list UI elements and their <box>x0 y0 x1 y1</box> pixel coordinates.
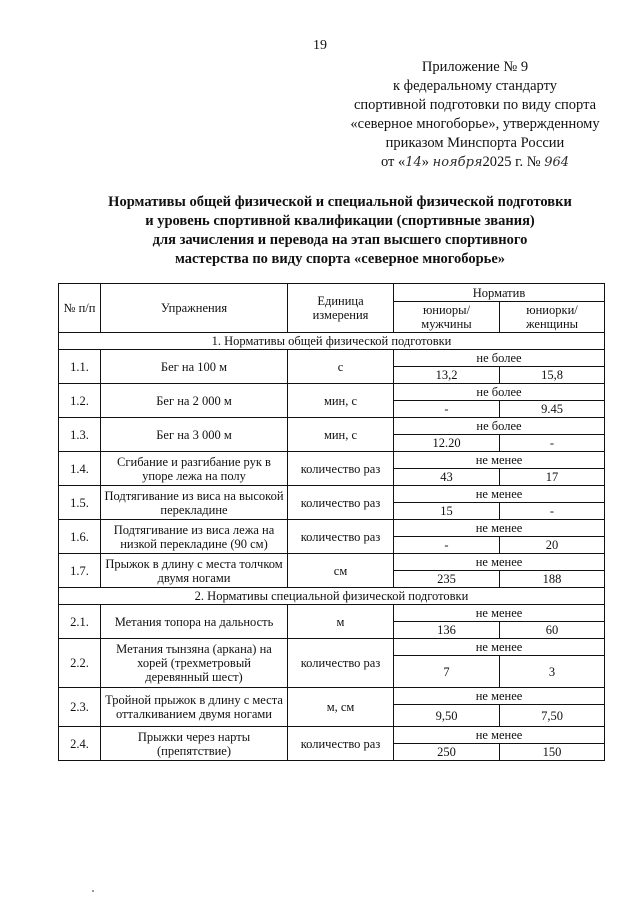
table-row <box>59 350 605 367</box>
row-exercise: Бег на 2 000 м <box>101 384 288 418</box>
date-prefix: от « <box>380 154 406 170</box>
section-title: 1. Нормативы общей физической подготовки <box>59 333 605 350</box>
handwritten-day: 14 <box>405 155 422 170</box>
handwritten-order-number: 964 <box>544 155 570 170</box>
table-row <box>59 486 605 503</box>
row-exercise: Прыжок в длину с места толчком двумя ногами <box>101 554 288 588</box>
value-male: - <box>394 537 500 554</box>
row-number: 1.1. <box>59 350 101 384</box>
date-mid: » <box>421 154 430 170</box>
appendix-line-3: спортивной подготовки по виду спорта <box>353 97 597 113</box>
row-exercise: Метания тынзяна (аркана) на хорей (трехметровый деревянный шест) <box>101 639 288 688</box>
table-row <box>59 520 605 537</box>
value-male: - <box>394 401 500 418</box>
order-date-line <box>330 153 620 172</box>
row-unit: мин, с <box>288 384 394 418</box>
value-female: 60 <box>500 622 605 639</box>
row-number: 2.2. <box>59 639 101 688</box>
row-condition: не более <box>394 384 605 401</box>
row-exercise: Бег на 100 м <box>101 350 288 384</box>
table-row <box>59 688 605 705</box>
value-female: 7,50 <box>500 705 605 727</box>
row-condition: не более <box>394 350 605 367</box>
row-condition: не менее <box>394 727 605 744</box>
row-unit: количество раз <box>288 639 394 688</box>
header-unit: Единица измерения <box>288 284 394 333</box>
row-unit: мин, с <box>288 418 394 452</box>
row-condition: не менее <box>394 688 605 705</box>
document-title <box>60 193 620 269</box>
row-exercise: Метания топора на дальность <box>101 605 288 639</box>
row-unit: количество раз <box>288 486 394 520</box>
section-title-row <box>59 333 605 350</box>
row-unit: количество раз <box>288 520 394 554</box>
row-exercise: Подтягивание из виса лежа на низкой перекладине (90 см) <box>101 520 288 554</box>
appendix-line-2: к федеральному стандарту <box>393 78 557 94</box>
row-unit: м <box>288 605 394 639</box>
value-male: 43 <box>394 469 500 486</box>
appendix-line-5: приказом Минспорта России <box>385 135 565 151</box>
row-condition: не менее <box>394 554 605 571</box>
row-number: 1.4. <box>59 452 101 486</box>
row-number: 1.3. <box>59 418 101 452</box>
title-line-3: для зачисления и перевода на этап высшего спортивного <box>152 232 528 248</box>
table-row <box>59 418 605 435</box>
year-text: 2025 г. № <box>482 154 541 170</box>
value-male: 7 <box>394 656 500 688</box>
row-condition: не менее <box>394 520 605 537</box>
value-female: 9.45 <box>500 401 605 418</box>
section-title: 2. Нормативы специальной физической подготовки <box>59 588 605 605</box>
table-row <box>59 384 605 401</box>
row-condition: не менее <box>394 605 605 622</box>
row-number: 1.2. <box>59 384 101 418</box>
appendix-line-1: Приложение № 9 <box>421 59 529 75</box>
row-unit: с <box>288 350 394 384</box>
value-male: 235 <box>394 571 500 588</box>
appendix-line-4: «северное многоборье», утвержденному <box>350 116 600 132</box>
header-male: юниоры/ мужчины <box>394 302 500 333</box>
row-exercise: Подтягивание из виса на высокой перекладине <box>101 486 288 520</box>
table-row <box>59 639 605 656</box>
value-male: 250 <box>394 744 500 761</box>
page-number: 19 <box>313 38 327 53</box>
row-number: 2.3. <box>59 688 101 727</box>
row-number: 1.6. <box>59 520 101 554</box>
row-unit: м, см <box>288 688 394 727</box>
row-condition: не менее <box>394 486 605 503</box>
title-line-1: Нормативы общей физической и специальной физической подготовки <box>108 194 572 210</box>
row-exercise: Прыжки через нарты (препятствие) <box>101 727 288 761</box>
value-female: 15,8 <box>500 367 605 384</box>
row-unit: см <box>288 554 394 588</box>
value-male: 15 <box>394 503 500 520</box>
header-exercise: Упражнения <box>101 284 288 333</box>
header-norm: Норматив <box>394 284 605 302</box>
value-male: 13,2 <box>394 367 500 384</box>
table-row <box>59 452 605 469</box>
value-female: - <box>500 503 605 520</box>
row-exercise: Тройной прыжок в длину с места отталкиванием двумя ногами <box>101 688 288 727</box>
title-line-4: мастерства по виду спорта «северное многоборье» <box>174 251 506 267</box>
table-row <box>59 727 605 744</box>
row-exercise: Бег на 3 000 м <box>101 418 288 452</box>
value-female: - <box>500 435 605 452</box>
norms-table-body <box>59 333 605 761</box>
section-title-row <box>59 588 605 605</box>
value-female: 150 <box>500 744 605 761</box>
row-number: 2.1. <box>59 605 101 639</box>
table-row <box>59 554 605 571</box>
norms-table <box>58 283 605 761</box>
title-line-2: и уровень спортивной квалификации (спортивные звания) <box>145 213 535 229</box>
value-female: 17 <box>500 469 605 486</box>
row-condition: не менее <box>394 639 605 656</box>
value-male: 12.20 <box>394 435 500 452</box>
row-exercise: Сгибание и разгибание рук в упоре лежа на полу <box>101 452 288 486</box>
row-condition: не менее <box>394 452 605 469</box>
value-female: 188 <box>500 571 605 588</box>
row-number: 1.5. <box>59 486 101 520</box>
header-num: № п/п <box>59 284 101 333</box>
row-condition: не более <box>394 418 605 435</box>
handwritten-month: ноября <box>432 155 483 170</box>
scan-speck <box>92 890 94 892</box>
row-number: 1.7. <box>59 554 101 588</box>
value-female: 3 <box>500 656 605 688</box>
row-unit: количество раз <box>288 452 394 486</box>
appendix-block <box>330 58 620 172</box>
header-female: юниорки/ женщины <box>500 302 605 333</box>
value-male: 136 <box>394 622 500 639</box>
row-unit: количество раз <box>288 727 394 761</box>
row-number: 2.4. <box>59 727 101 761</box>
value-female: 20 <box>500 537 605 554</box>
value-male: 9,50 <box>394 705 500 727</box>
table-row <box>59 605 605 622</box>
